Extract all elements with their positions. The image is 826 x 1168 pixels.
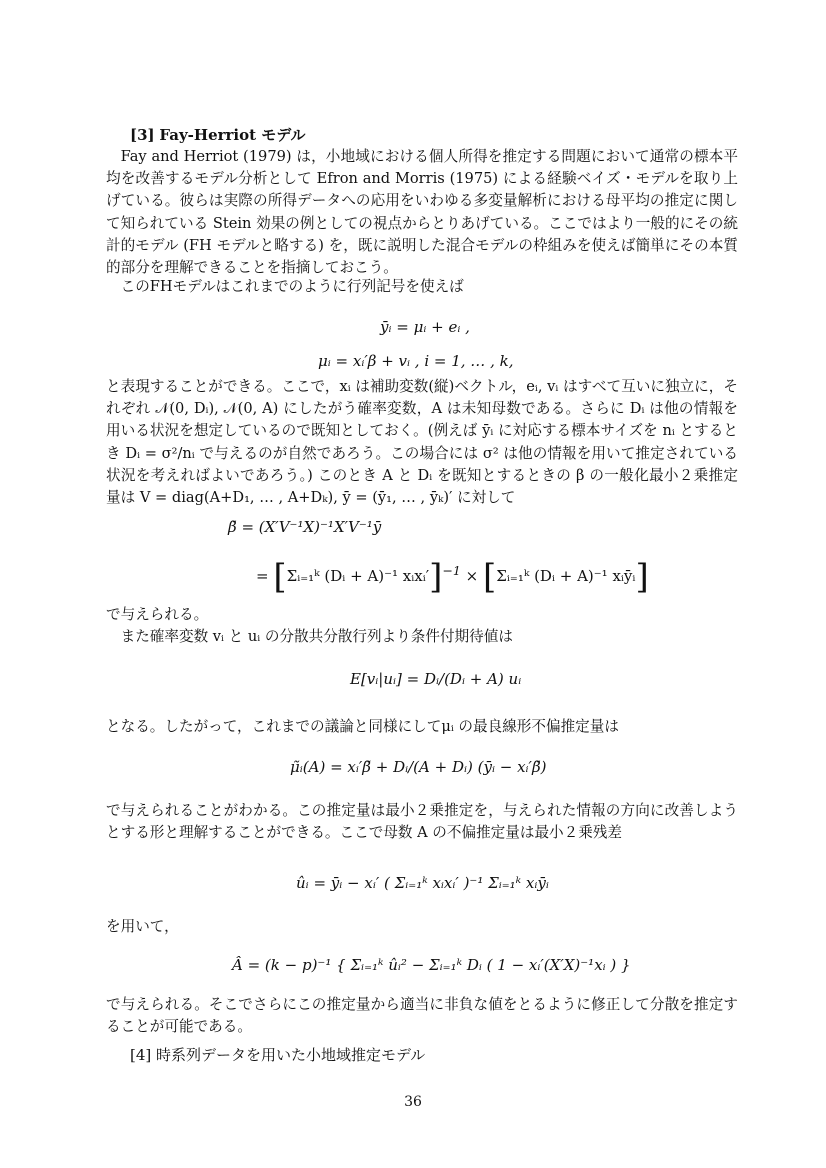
paragraph-5: また確率変数 vᵢ と uᵢ の分散共分散行列より条件付期待値は (120, 628, 513, 645)
inverse-exponent: −1 (442, 563, 461, 578)
paragraph-2: このFHモデルはこれまでのように行列記号を使えば (120, 278, 464, 295)
paragraph-4: で与えられる。 (106, 606, 209, 623)
times-sign: × (465, 567, 479, 585)
paragraph-7: で与えられることがわかる。この推定量は最小２乗推定を，与えられた情報の方向に改善しようとする形と理解することができる。ここで母数 A の不偏推定量は最小２乗残差 (106, 802, 738, 842)
right-bracket-2: ] (635, 557, 649, 597)
equation-7: Â = (k − p)⁻¹ { Σᵢ₌₁ᵏ ûᵢ² − Σᵢ₌₁ᵏ Dᵢ ( 1 − xᵢ′(X′X)⁻¹xᵢ ) } (232, 956, 631, 974)
equation-2: μᵢ = xᵢ′β + vᵢ , i = 1, … , k, (318, 352, 514, 370)
paragraph-8: を用いて， (106, 918, 179, 935)
page-number: 36 (404, 1094, 422, 1110)
equation-3a: β̃ = (X′V⁻¹X)⁻¹X′V⁻¹ȳ (228, 518, 382, 536)
section-title: Fay-Herriot モデル (159, 126, 306, 144)
paragraph-1: Fay and Herriot (1979) は，小地域における個人所得を推定する問題において通常の標本平均を改善するモデル分析として Efron and Morris (1975) による経験ベイズ・モデルを取り上げている。彼らは実際の所得データへの応用をいわゆる多変量解析における母平均の推定に関して知られている Stein 効果の例としての視点からとりあげている。ここではより一般的にその統計的モデル (FH モデルと略する) を，既に説明した混合モデルの枠組みを使えば簡単にその本質的部分を理解できることを指摘しておこう。 (106, 148, 738, 277)
sum-term-2: Σᵢ₌₁ᵏ (Dᵢ + A)⁻¹ xᵢȳᵢ (496, 567, 636, 585)
left-bracket-2: [ (483, 557, 497, 597)
equation-3b (256, 557, 649, 597)
equation-6: ûᵢ = ȳᵢ − xᵢ′ ( Σᵢ₌₁ᵏ xᵢxᵢ′ )⁻¹ Σᵢ₌₁ᵏ xᵢȳᵢ (296, 874, 549, 892)
right-bracket: ] (429, 557, 443, 597)
paragraph-6: となる。したがって，これまでの議論と同様にしてμᵢ の最良線形不偏推定量は (106, 718, 619, 735)
section-number: [4] (130, 1046, 152, 1064)
left-bracket: [ (273, 557, 287, 597)
paragraph-3: と表現することができる。ここで，xᵢ は補助変数(縦)ベクトル，eᵢ, vᵢ はすべて互いに独立に，それぞれ 𝒩(0, Dᵢ), 𝒩(0, A) にしたがう確率変数，A は未知母数である。さらに Dᵢ は他の情報を用いる状況を想定しているので既知としておく。(例えば ȳᵢ に対応する標本サイズを nᵢ とするとき Dᵢ = σ²/nᵢ で与えるのが自然であろう。この場合には σ² は他の情報を用いて推定されている状況を考えればよいであろう。) このとき A と Dᵢ を既知とするときの β の一般化最小２乗推定量は V = diag(A+D₁, … , A+Dₖ), ȳ = (ȳ₁, … , ȳₖ)′ に対して (106, 378, 738, 507)
section-3-heading (130, 124, 306, 146)
section-number: [3] (130, 126, 155, 144)
equation-4: E[vᵢ|uᵢ] = Dᵢ/(Dᵢ + A) uᵢ (350, 670, 522, 688)
equation-1: ȳᵢ = μᵢ + eᵢ , (380, 318, 470, 336)
paragraph-9: で与えられる。そこでさらにこの推定量から適当に非負な値をとるように修正して分散を推定することが可能である。 (106, 996, 738, 1036)
equation-3b-equals: = (256, 567, 269, 585)
section-title: 時系列データを用いた小地域推定モデル (156, 1046, 426, 1064)
section-4-heading (130, 1044, 425, 1066)
equation-5: μ̃ᵢ(A) = xᵢ′β̃ + Dᵢ/(A + Dᵢ) (ȳᵢ − xᵢ′β̃) (290, 758, 547, 776)
sum-term-1: Σᵢ₌₁ᵏ (Dᵢ + A)⁻¹ xᵢxᵢ′ (286, 567, 430, 585)
